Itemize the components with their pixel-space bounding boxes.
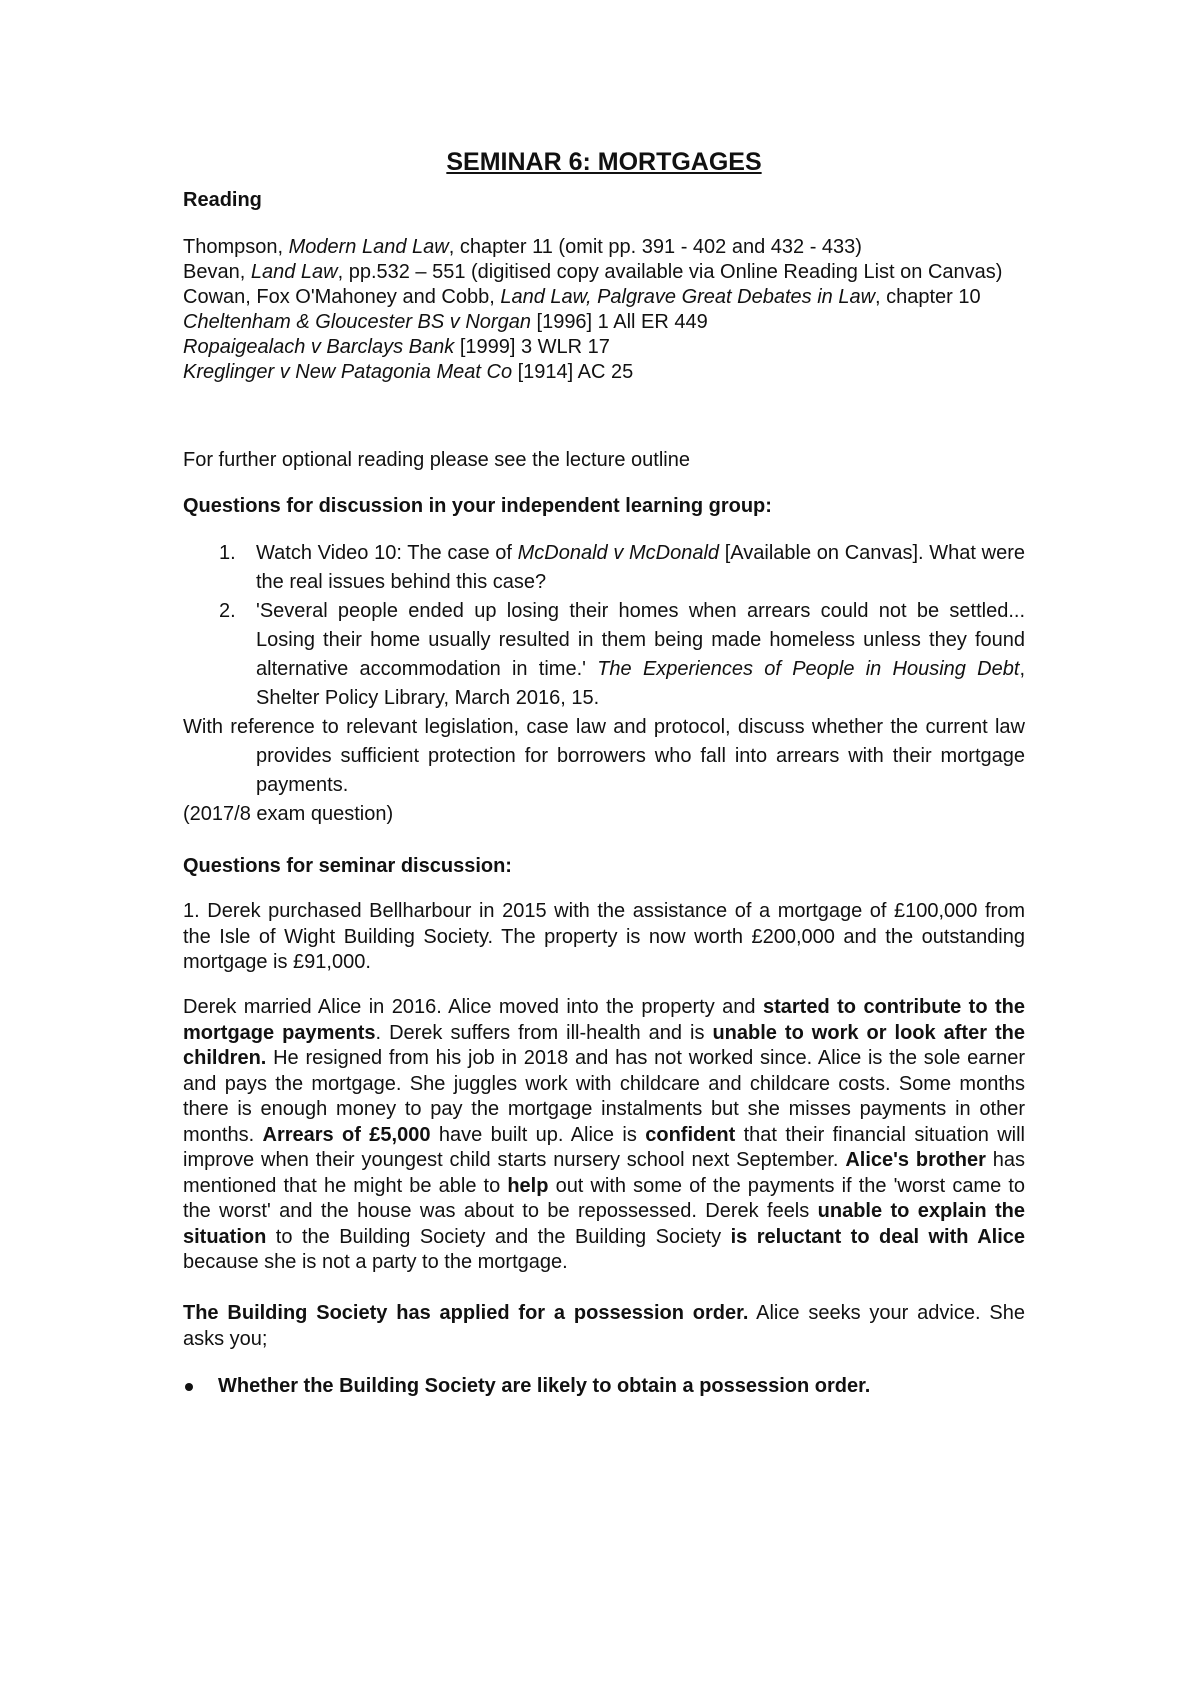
- exam-note: (2017/8 exam question): [183, 803, 394, 825]
- seminar-paragraph-1: 1. Derek purchased Bellharbour in 2015 with the assistance of a mortgage of £100,000 from the Isle of Wight Building Society. The property is now worth £200,000 and the outstanding mortgage is £91,000.: [183, 900, 1025, 973]
- reading-item: Cheltenham & Gloucester BS v Norgan [1996] 1 All ER 449: [183, 311, 708, 333]
- seminar-section: [183, 853, 1025, 879]
- reading-item: Kreglinger v New Patagonia Meat Co [1914] AC 25: [183, 361, 634, 383]
- page-title: SEMINAR 6: MORTGAGES: [446, 148, 762, 176]
- ilg-questions: [183, 539, 1025, 829]
- seminar-paragraph-3: The Building Society has applied for a possession order. Alice seeks your advice. She asks you;: [183, 1302, 1025, 1350]
- reading-item: Bevan, Land Law, pp.532 – 551 (digitised copy available via Online Reading List on Canvas): [183, 261, 1003, 283]
- bullet-icon: [185, 1383, 193, 1391]
- seminar-paragraph-2: Derek married Alice in 2016. Alice moved into the property and started to contribute to the mortgage payments. Derek suffers from ill-health and is unable to work or look after the children. He resigned from his job in 2018 and has not worked since. Alice is the sole earner and pays the mortgage. She juggles work with childcare and childcare costs. Some months there is enough money to pay the mortgage instalments but she misses payments in other months. Arrears of £5,000 have built up. Alice is confident that their financial situation will improve when their youngest child starts nursery school next September. Alice's brother has mentioned that he might be able to help out with some of the payments if the 'worst came to the worst' and the house was about to be repossessed. Derek feels unable to explain the situation to the Building Society and the Building Society is reluctant to deal with Alice because she is not a party to the mortgage.: [183, 996, 1026, 1273]
- question-continuation: With reference to relevant legislation, case law and protocol, discuss whether the current law provides sufficient protection for borrowers who fall into arrears with their mortgage payments.: [183, 716, 1025, 796]
- ilg-heading: Questions for discussion in your independent learning group:: [183, 495, 772, 517]
- reading-item: Ropaigealach v Barclays Bank [1999] 3 WLR 17: [183, 336, 610, 358]
- question-item: 1. Watch Video 10: The case of McDonald v McDonald [Available on Canvas]. What were the real issues behind this case?: [219, 542, 1025, 593]
- reading-item: Cowan, Fox O'Mahoney and Cobb, Land Law, Palgrave Great Debates in Law, chapter 10: [183, 286, 981, 308]
- reading-heading: Reading: [183, 189, 262, 211]
- reading-section: [183, 187, 1025, 213]
- seminar-heading: Questions for seminar discussion:: [183, 855, 512, 877]
- question-list: [183, 539, 1025, 713]
- ilg-section: [183, 493, 1025, 519]
- reading-item: Thompson, Modern Land Law, chapter 11 (omit pp. 391 - 402 and 432 - 433): [183, 236, 862, 258]
- question-item: 2. 'Several people ended up losing their homes when arrears could not be settled... Losing their home usually resulted in them being made homeless unless they found alternative accommodation in time.' The Experiences of People in Housing Debt, Shelter Policy Library, March 2016, 15.: [219, 600, 1025, 709]
- bullet-list: [183, 1373, 1025, 1399]
- further-reading-note: For further optional reading please see the lecture outline: [183, 449, 690, 471]
- reading-list: [183, 235, 1025, 385]
- bullet-item: Whether the Building Society are likely to obtain a possession order.: [183, 1373, 1025, 1399]
